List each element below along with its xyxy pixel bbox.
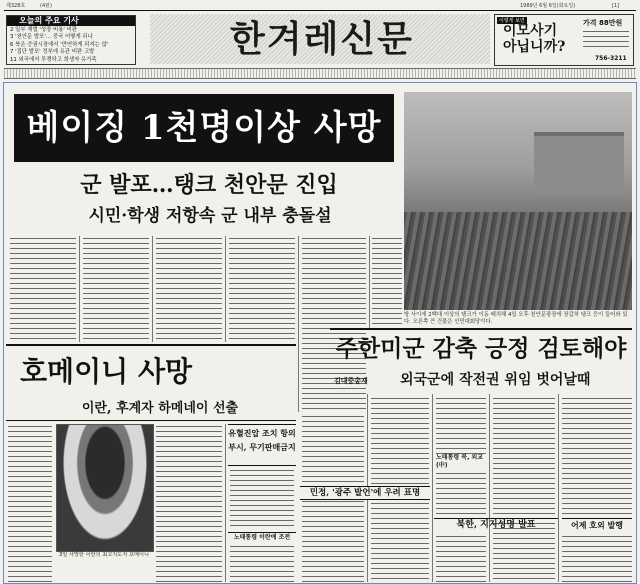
index-item: 6 북은 증권시장에서 '만연하게 되지는 않' bbox=[10, 41, 109, 48]
usfk-subhead: 외국군에 작전권 위임 벗어날때 bbox=[400, 372, 591, 388]
ad-body bbox=[583, 29, 629, 51]
khomeini-top-rule bbox=[6, 344, 296, 346]
column-rule bbox=[558, 394, 559, 582]
sub-headline-2: 시민·학생 저항속 군 내부 충돌설 bbox=[88, 206, 332, 226]
ad-line-1: 이모사기 bbox=[503, 23, 558, 39]
main-headline: 베이징 1천명이상 사망 bbox=[26, 108, 382, 148]
condolence-body bbox=[230, 544, 294, 582]
masthead-ad bbox=[494, 14, 634, 66]
lead-body-column bbox=[10, 236, 76, 342]
column-rule bbox=[225, 236, 226, 342]
column-rule bbox=[369, 236, 370, 328]
newspaper-logo: 한겨레신문 bbox=[230, 18, 414, 60]
khomeini-body-column bbox=[156, 424, 222, 582]
photo-building bbox=[534, 132, 624, 196]
page-number: [1] bbox=[612, 3, 620, 9]
right-brief-3: 어제 호외 발행 bbox=[562, 518, 632, 531]
khomeini-photo bbox=[56, 424, 154, 552]
usfk-top-rule bbox=[330, 328, 632, 330]
edition: (4판) bbox=[40, 3, 52, 9]
ad-tag: 이렇게 보면 bbox=[499, 18, 525, 24]
brief-body bbox=[436, 534, 486, 582]
photo-square bbox=[404, 212, 632, 310]
index-item: 3 '천안문 발포'… 중국 어떻게 되나 bbox=[10, 34, 93, 41]
khomeini-headline: 호메이니 사망 bbox=[20, 355, 193, 388]
usfk-byline: 김대중총재 bbox=[334, 377, 368, 385]
index-box bbox=[6, 15, 136, 65]
bush-box-title: 유혈진압 조치 항의 bbox=[228, 428, 296, 438]
khomeini-subhead: 이란, 후계자 하메네이 선출 bbox=[81, 401, 239, 416]
top-rule bbox=[4, 10, 636, 11]
ad-phone: 756-3211 bbox=[595, 55, 627, 62]
index-item: 2 일부 재벌 '성장 비용' 비판 bbox=[10, 27, 78, 33]
index-item: 7 '집단 발포' 정부에 유관 비판 고발 bbox=[10, 49, 95, 56]
masthead-fineprint bbox=[4, 68, 636, 79]
column-rule bbox=[298, 236, 299, 412]
condolence-brief: 노태통령 이란에 조전 bbox=[228, 532, 296, 542]
lead-body-column bbox=[83, 236, 149, 342]
khomeini-body-column bbox=[8, 424, 52, 582]
tiananmen-photo bbox=[404, 92, 632, 310]
right-brief-1: 노태통령 북, 외교(中) bbox=[436, 454, 488, 470]
lead-body-column bbox=[156, 236, 222, 342]
issue-number: 제328호 bbox=[6, 3, 26, 9]
column-rule bbox=[152, 236, 153, 342]
lead-body-column bbox=[229, 236, 295, 342]
ad-line-2: 아닙니까? bbox=[503, 39, 566, 55]
photo-caption: 방 사이에 2백대 이상의 탱크가 이동 배치해 4일 오후 천안문광장에 장갑차 탱크 등이 들어와 있다. 오른쪽 큰 건물은 인민대회당이다. bbox=[404, 312, 628, 325]
kwangju-headline: 민정, '광주 발언'에 우려 표명 bbox=[300, 486, 430, 500]
column-rule bbox=[225, 424, 226, 582]
sub-headline-1: 군 발포…탱크 천안문 진입 bbox=[80, 172, 338, 198]
usfk-headline: 주한미군 감축 긍정 검토해야 bbox=[335, 335, 627, 362]
brief-body bbox=[562, 534, 632, 582]
column-rule bbox=[489, 394, 490, 582]
bush-body bbox=[230, 468, 294, 530]
dateline: 1989년 6월 6일(화요일) bbox=[520, 3, 576, 9]
index-list bbox=[7, 26, 135, 65]
khomeini-photo-caption: 3일 사망한 이란의 최고지도자 호메이니 bbox=[58, 552, 150, 558]
usfk-body-column bbox=[562, 396, 632, 516]
column-rule bbox=[79, 236, 80, 342]
lead-body-column bbox=[372, 236, 402, 328]
right-brief-2: 북한, 지지성명 발표 bbox=[434, 518, 558, 531]
index-title: 오늘의 주요 기사 bbox=[7, 16, 135, 26]
bush-box-sub: 부시, 무기판매금지 bbox=[228, 442, 296, 452]
usfk-body-column bbox=[493, 396, 555, 582]
khomeini-sub-rule bbox=[6, 420, 296, 421]
index-item: 11 외국에서 투쟁하고 희생자 유가족 bbox=[10, 56, 97, 63]
ad-price: 가격 88만원 bbox=[583, 19, 623, 27]
column-rule bbox=[432, 394, 433, 582]
